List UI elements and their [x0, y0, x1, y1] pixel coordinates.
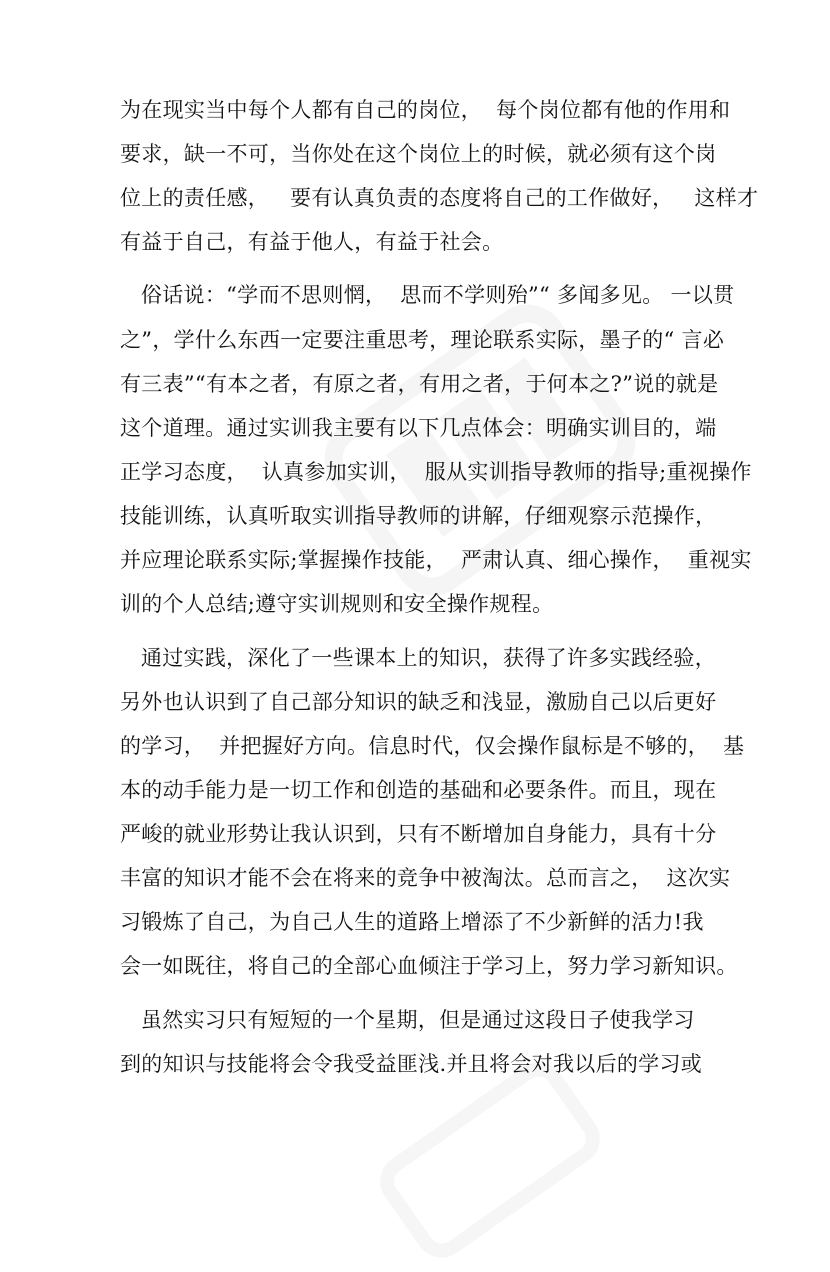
paragraph-3-line-6: 丰富的知识才能不会在将来的竞争中被淘汰。总而言之， 这次实 — [120, 866, 731, 890]
paragraph-3-line-4: 本的动手能力是一切工作和创造的基础和必要条件。而且，现在 — [120, 778, 717, 802]
paragraph-3-line-8: 会一如既往，将自己的全部心血倾注于学习上，努力学习新知识。 — [120, 954, 738, 978]
paragraph-2-line-4: 这个道理。通过实训我主要有以下几点体会：明确实训目的，端 — [120, 416, 717, 440]
paragraph-2-line-1: 俗话说：“学而不思则惘， 思而不学则殆”“ 多闻多见。 一以贯 — [120, 283, 735, 307]
paragraph-3-line-2: 另外也认识到了自己部分知识的缺乏和浅显，激励自己以后更好 — [120, 690, 717, 714]
watermark-graphic-bottom — [365, 1048, 614, 1272]
paragraph-2-line-2: 之”，学什么东西一定要注重思考，理论联系实际，墨子的“ 言必 — [120, 328, 725, 352]
paragraph-4-line-2: 到的知识与技能将会令我受益匪浅.并且将会对我以后的学习或 — [120, 1052, 703, 1076]
paragraph-3-line-7: 习锻炼了自己，为自己人生的道路上增添了不少新鲜的活力!我 — [120, 910, 704, 934]
paragraph-2-line-8: 训的个人总结;遵守实训规则和安全操作规程。 — [120, 592, 554, 616]
paragraph-2-line-3: 有三表”“有本之者，有原之者，有用之者，于何本之?”说的就是 — [120, 372, 719, 396]
paragraph-2-line-7: 并应理论联系实际;掌握操作技能， 严肃认真、细心操作， 重视实 — [120, 548, 752, 572]
paragraph-2-line-5: 正学习态度， 认真参加实训， 服从实训指导教师的指导;重视操作 — [120, 460, 752, 484]
paragraph-1-line-3: 位上的责任感， 要有认真负责的态度将自己的工作做好， 这样才 — [120, 186, 759, 210]
paragraph-1-line-2: 要求，缺一不可，当你处在这个岗位上的时候，就必须有这个岗 — [120, 142, 717, 166]
paragraph-4-line-1: 虽然实习只有短短的一个星期，但是通过这段日子使我学习 — [120, 1008, 695, 1032]
paragraph-3-line-3: 的学习， 并把握好方向。信息时代，仅会操作鼠标是不够的， 基 — [120, 734, 745, 758]
paragraph-3-line-5: 严峻的就业形势让我认识到，只有不断增加自身能力，具有十分 — [120, 822, 717, 846]
paragraph-1-line-1: 为在现实当中每个人都有自己的岗位， 每个岗位都有他的作用和 — [120, 98, 731, 122]
paragraph-2-line-6: 技能训练，认真听取实训指导教师的讲解，仔细观察示范操作， — [120, 504, 717, 528]
paragraph-1-line-4: 有益于自己，有益于他人，有益于社会。 — [120, 230, 504, 254]
paragraph-3-line-1: 通过实践，深化了一些课本上的知识，获得了许多实践经验， — [120, 646, 717, 670]
